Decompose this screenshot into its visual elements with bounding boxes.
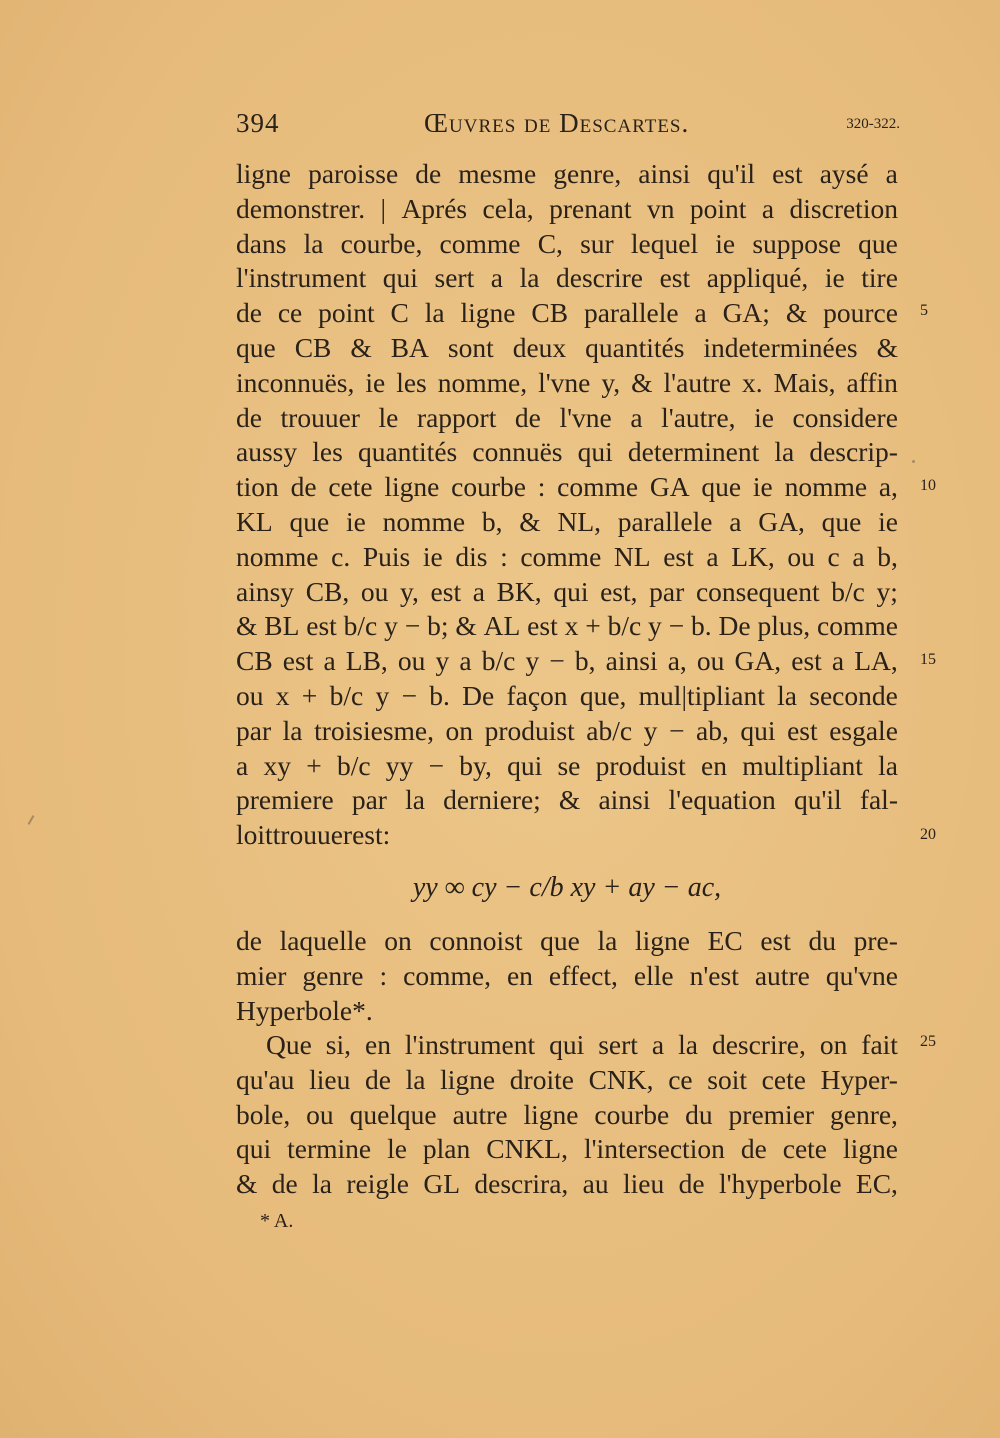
- text-line: inconnuës, ie les nomme, l'vne y, & l'autre x. Mais, affin: [236, 366, 898, 398]
- text-line: a xy + b/c yy − by, qui se produist en multipliant la: [236, 749, 898, 781]
- paragraph-3: [236, 1028, 898, 1202]
- text-line: demonstrer. | Aprés cela, prenant vn point a discretion: [236, 192, 898, 224]
- text-line: ainsy CB, ou y, est a BK, qui est, par consequent b/c y;: [236, 575, 898, 607]
- text-line: de laquelle on connoist que la ligne EC est du pre-: [236, 925, 898, 956]
- line-number-25: 25: [920, 1033, 936, 1050]
- text-line: KL que ie nomme b, & NL, parallele a GA, que ie: [236, 505, 898, 537]
- text-line: que CB & BA sont deux quantités indeterminées &: [236, 331, 898, 363]
- text-line: l'instrument qui sert a la descrire est appliqué, ie tire: [236, 262, 898, 294]
- running-header: [236, 108, 900, 148]
- text-line: Que si, en l'instrument qui sert a la descrire, on fait: [266, 1029, 898, 1060]
- text-line: premiere par la derniere; & ainsi l'equation qu'il fal-: [236, 784, 898, 816]
- text-line: de ce point C la ligne CB parallele a GA; & pource: [236, 297, 898, 329]
- text-line: de trouuer le rapport de l'vne a l'autre, ie considere: [236, 401, 898, 433]
- page-references: 320-322.: [846, 116, 900, 132]
- running-title: Œuvres de Descartes.: [424, 108, 690, 138]
- equation: yy ∞ cy − c/b xy + ay − ac,: [412, 872, 722, 903]
- ink-speck: [912, 460, 915, 463]
- text-line: & de la reigle GL descrira, au lieu de l'hyperbole EC,: [236, 1168, 898, 1200]
- line-number-10: 10: [920, 477, 936, 494]
- text-line: Hyperbole*.: [236, 994, 373, 1026]
- line-number-20: 20: [920, 826, 936, 843]
- text-line: par la troisiesme, on produist ab/c y − ab, qui est esgale: [236, 714, 898, 746]
- text-line: qu'au lieu de la ligne droite CNK, ce soit cete Hyper-: [236, 1063, 898, 1095]
- line-number-5: 5: [920, 302, 928, 319]
- line-number-15: 15: [920, 651, 936, 668]
- paragraph-2: [236, 924, 898, 1028]
- text-line: ou x + b/c y − b. De façon que, mul|tipliant la seconde: [236, 679, 898, 711]
- paragraph-1: [236, 157, 898, 853]
- paper-mark: [28, 815, 35, 825]
- text-line: ligne paroisse de mesme genre, ainsi qu'il est aysé a: [236, 158, 898, 189]
- page-number: 394: [236, 108, 280, 138]
- text-line: mier genre : comme, en effect, elle n'est autre qu'vne: [236, 959, 898, 991]
- text-line: dans la courbe, comme C, sur lequel ie suppose que: [236, 227, 898, 259]
- text-line: & BL est b/c y − b; & AL est x + b/c y − b. De plus, comme: [236, 610, 898, 642]
- text-line: loit trouuer est :: [236, 819, 391, 851]
- text-line: qui termine le plan CNKL, l'intersection de cete ligne: [236, 1133, 898, 1165]
- text-line: nomme c. Puis ie dis : comme NL est a LK, ou c a b,: [236, 540, 898, 572]
- text-line: bole, ou quelque autre ligne courbe du premier genre,: [236, 1098, 898, 1130]
- text-line: aussy les quantités connuës qui determinent la descrip-: [236, 436, 898, 468]
- footnote: * A.: [260, 1210, 294, 1232]
- text-line: tion de cete ligne courbe : comme GA que ie nomme a,: [236, 471, 898, 503]
- text-line: CB est a LB, ou y a b/c y − b, ainsi a, ou GA, est a LA,: [236, 645, 898, 677]
